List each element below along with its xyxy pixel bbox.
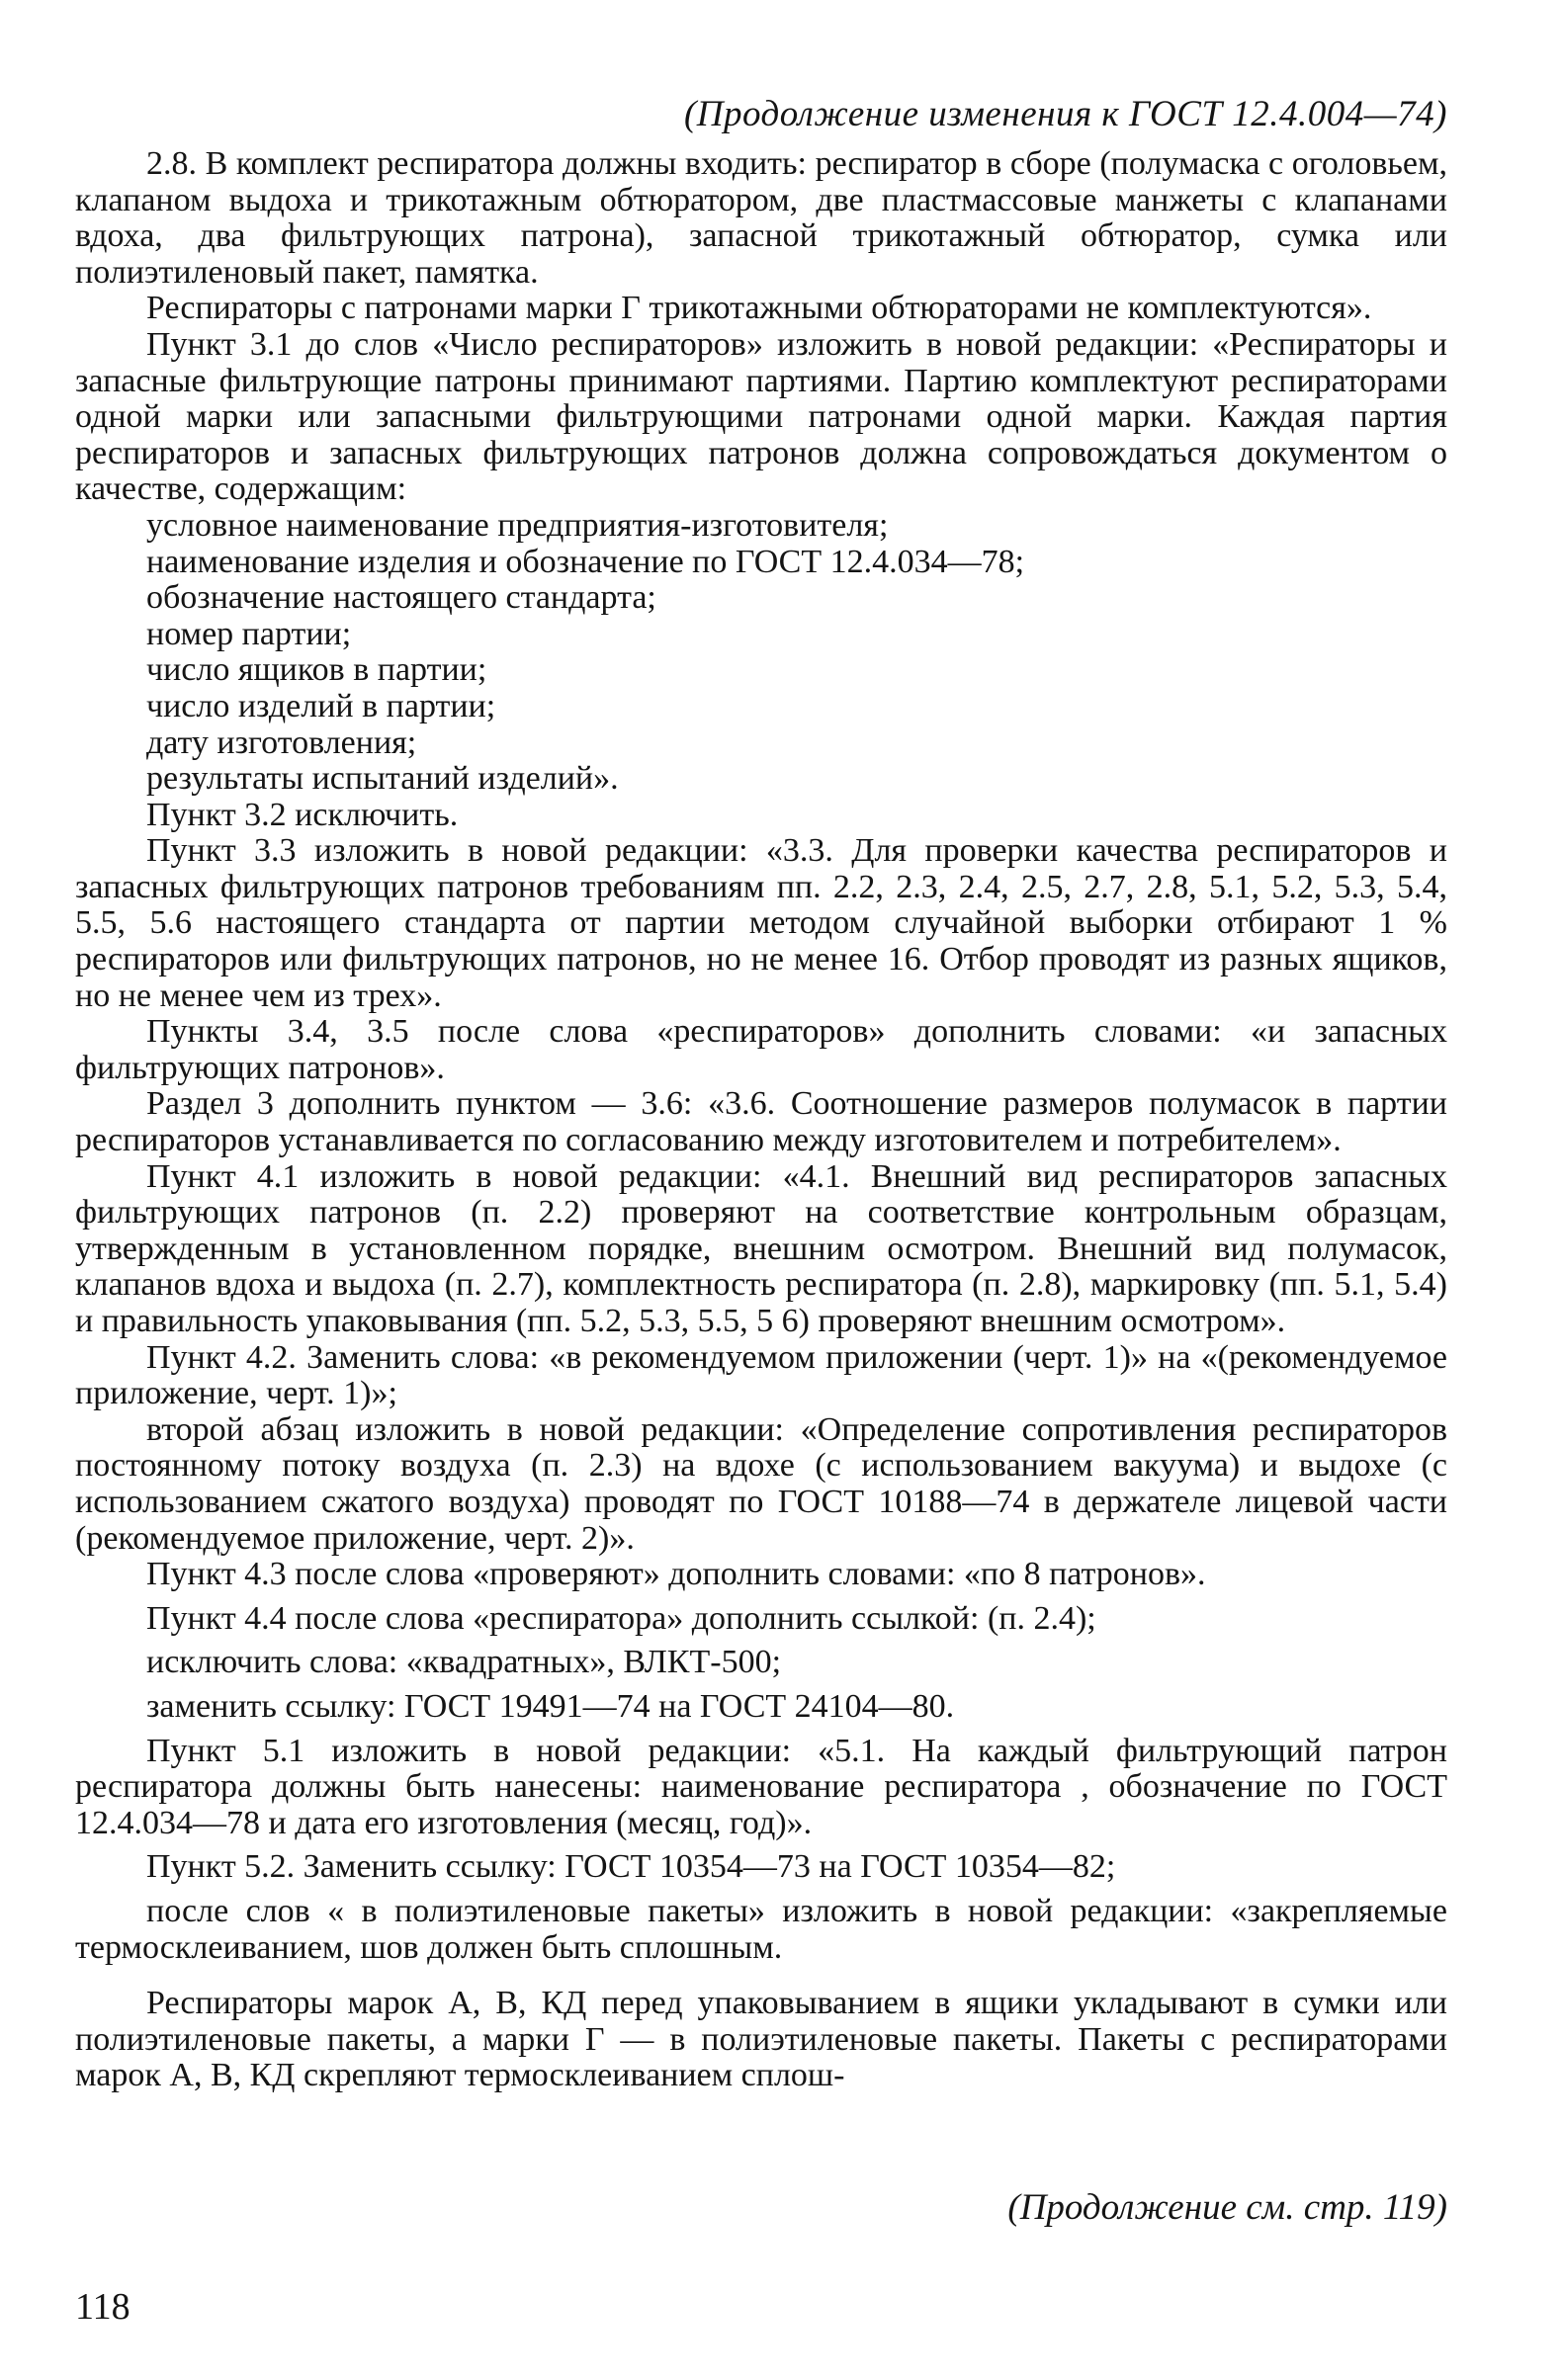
- paragraph-5-2-packages: после слов « в полиэтиленовые пакеты» изложить в новой редакции: «закрепляемые термосклеиванием, шов должен быть сплошным.: [75, 1892, 1447, 1966]
- list-item: число изделий в партии;: [146, 687, 496, 724]
- paragraph-4-2: Пункт 4.2. Заменить слова: «в рекомендуемом приложении (черт. 1)» на «(рекомендуемое приложение, черт. 1)»;: [75, 1338, 1447, 1412]
- paragraph-5-1: Пункт 5.1 изложить в новой редакции: «5.1. На каждый фильтрующий патрон респиратора должны быть нанесены: наименование респиратора , обозначение по ГОСТ 12.4.034—78 и дата его изготовления (месяц, год)».: [75, 1732, 1447, 1841]
- list-item: число ящиков в партии;: [146, 651, 487, 689]
- paragraph-4-1: Пункт 4.1 изложить в новой редакции: «4.1. Внешний вид респираторов запасных фильтрующих патронов (п. 2.2) проверяют на соответствие контрольным образцам, утвержденным в установленном порядке, внешним осмотром. Внешний вид полумасок, клапанов вдоха и выдоха (п. 2.7), комплектность респиратора (п. 2.8), маркировку (пп. 5.1, 5.4) и правильность упаковывания (пп. 5.2, 5.3, 5.5, 5 6) проверяют внешним осмотром».: [75, 1157, 1447, 1339]
- page-number: 118: [75, 2286, 130, 2328]
- paragraph-3-3: Пункт 3.3 изложить в новой редакции: «3.3. Для проверки качества респираторов и запасных фильтрующих патронов требованиям пп. 2.2, 2.3, 2.4, 2.5, 2.7, 2.8, 5.1, 5.2, 5.3, 5.4, 5.5, 5.6 настоящего стандарта от партии методом случайной выборки отбирают 1 % респираторов или фильтрующих патронов, но не менее 16. Отбор проводят из разных ящиков, но не менее чем из трех».: [75, 832, 1447, 1014]
- paragraph-section-3: Раздел 3 дополнить пунктом — 3.6: «3.6. Соотношение размеров полумасок в партии респираторов устанавливается по согласованию между изготовителем и потребителем».: [75, 1085, 1447, 1159]
- paragraph-respirators-g: Респираторы с патронами марки Г трикотажными обтюраторами не комплектуются».: [146, 290, 1372, 327]
- list-item: условное наименование предприятия-изготовителя;: [146, 506, 889, 544]
- paragraph-3-4: Пункты 3.4, 3.5 после слова «респираторов» дополнить словами: «и запасных фильтрующих патронов».: [75, 1013, 1447, 1086]
- continuation-note: (Продолжение см. стр. 119): [1007, 2187, 1447, 2228]
- paragraph-5-2: Пункт 5.2. Заменить ссылку: ГОСТ 10354—73 на ГОСТ 10354—82;: [146, 1848, 1116, 1886]
- paragraph-4-2-second: второй абзац изложить в новой редакции: «Определение сопротивления респираторов постоянному потоку воздуха (п. 2.3) на вдохе (с использованием вакуума) и выдохе (с использованием сжатого воздуха) проводят по ГОСТ 10188—74 в держателе лицевой части (рекомендуемое приложение, черт. 2)».: [75, 1410, 1447, 1557]
- document-body: [75, 146, 1447, 2094]
- list-item: результаты испытаний изделий».: [146, 760, 619, 798]
- list-item: обозначение настоящего стандарта;: [146, 579, 656, 617]
- paragraph-4-4: Пункт 4.4 после слова «респиратора» дополнить ссылкой: (п. 2.4);: [146, 1599, 1096, 1637]
- list-item: наименование изделия и обозначение по ГОСТ 12.4.034—78;: [146, 543, 1025, 580]
- paragraph-3-1: Пункт 3.1 до слов «Число респираторов» изложить в новой редакции: «Респираторы и запасные фильтрующие патроны принимают партиями. Партию комплектуют респираторами одной марки или запасными фильтрующими патронами одной марки. Каждая партия респираторов и запасных фильтрующих патронов должна сопровождаться документом о качестве, содержащим:: [75, 325, 1447, 508]
- paragraph-2-8: 2.8. В комплект респиратора должны входить: респиратор в сборе (полумаска с оголовьем, клапаном выдоха и трикотажным обтюратором, две пластмассовые манжеты с клапанами вдоха, два фильтрующих патрона), запасной трикотажный обтюратор, сумка или полиэтиленовый пакет, памятка.: [75, 145, 1447, 291]
- list-item: дату изготовления;: [146, 723, 417, 761]
- paragraph-4-3: Пункт 4.3 после слова «проверяют» дополнить словами: «по 8 патронов».: [146, 1556, 1206, 1593]
- list-item: номер партии;: [146, 615, 352, 652]
- list-item: Пункт 3.2 исключить.: [146, 796, 459, 833]
- paragraph-4-4-exclude: исключить слова: «квадратных», ВЛКТ-500;: [146, 1644, 782, 1681]
- running-header: (Продолжение изменения к ГОСТ 12.4.004—74): [683, 94, 1447, 134]
- paragraph-packaging: Респираторы марок А, В, КД перед упаковыванием в ящики укладывают в сумки или полиэтиленовые пакеты, а марки Г — в полиэтиленовые пакеты. Пакеты с респираторами марок А, В, КД скрепляют термосклеиванием сплош-: [75, 1985, 1447, 2094]
- paragraph-4-4-replace: заменить ссылку: ГОСТ 19491—74 на ГОСТ 24104—80.: [146, 1687, 955, 1725]
